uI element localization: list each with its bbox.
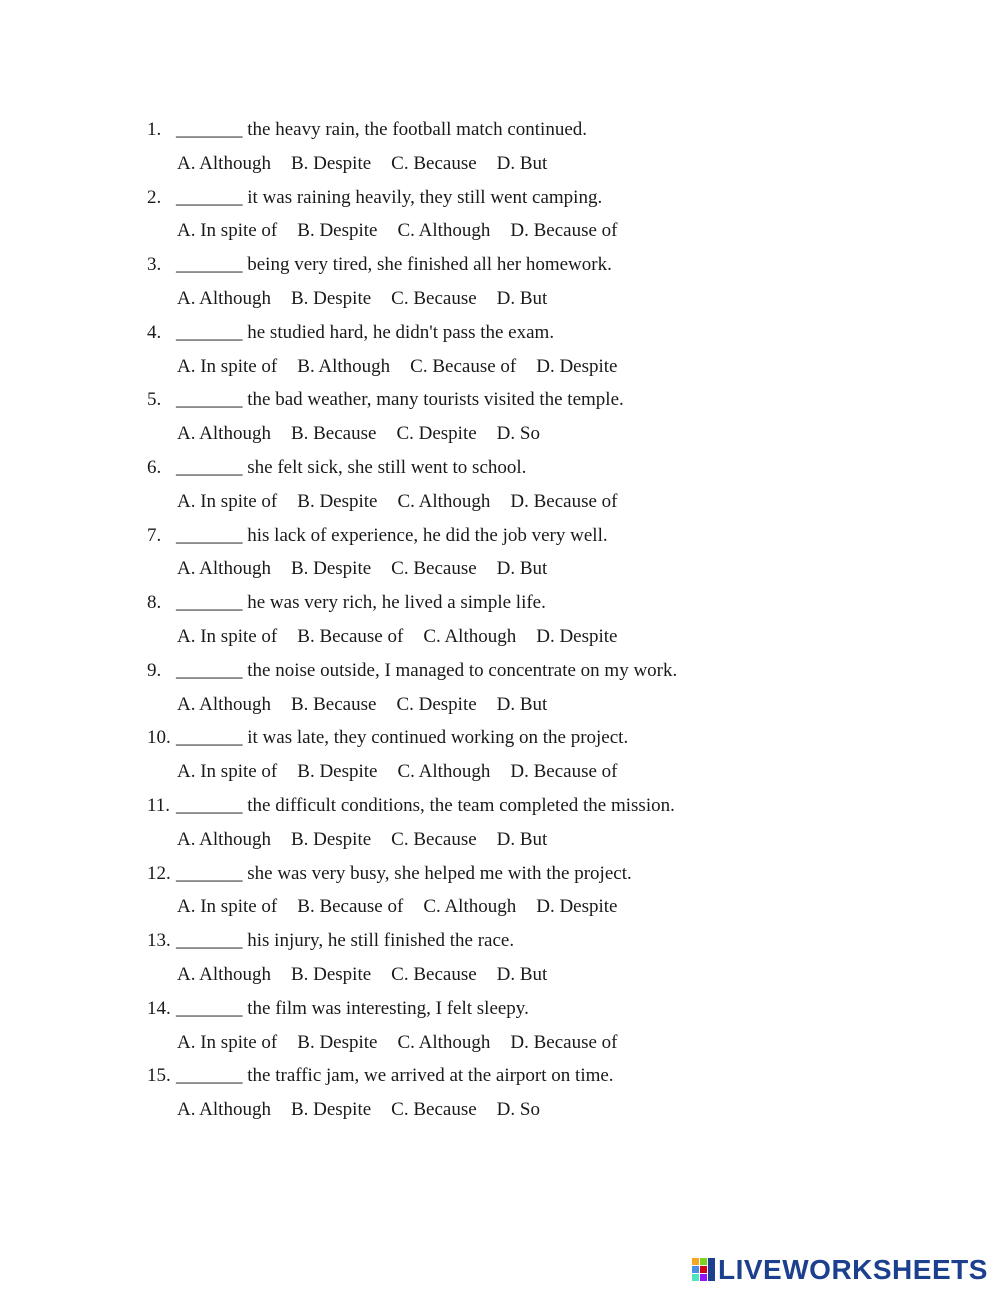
answer-option[interactable]: C. Because: [391, 287, 477, 309]
question-item: [0, 860, 1000, 928]
question-text: _______ his injury, he still finished the race.: [176, 930, 515, 952]
question-item: [0, 386, 1000, 454]
answer-option[interactable]: D. But: [496, 963, 548, 985]
question-number: 15.: [147, 1065, 171, 1087]
answer-option[interactable]: A. Although: [177, 152, 271, 174]
answer-option[interactable]: D. Despite: [536, 896, 618, 918]
answer-option[interactable]: A. Although: [177, 423, 271, 445]
answer-option[interactable]: B. Despite: [297, 490, 378, 512]
question-line: [0, 522, 1000, 556]
question-text: _______ the traffic jam, we arrived at the airport on time.: [176, 1065, 614, 1087]
answer-option[interactable]: C. Although: [397, 761, 491, 783]
answer-options: [177, 488, 638, 516]
question-line: [0, 860, 1000, 894]
answer-option[interactable]: D. But: [496, 287, 548, 309]
answer-option[interactable]: B. Because: [290, 423, 377, 445]
answer-option[interactable]: C. Despite: [396, 693, 477, 715]
answer-option[interactable]: B. Despite: [290, 558, 372, 580]
question-item: [0, 724, 1000, 792]
question-number: 7.: [147, 524, 162, 546]
liveworksheets-logo-icon: [692, 1258, 716, 1282]
options-line: [0, 758, 1000, 792]
options-line: [0, 150, 1000, 184]
answer-options: [177, 623, 638, 651]
answer-option[interactable]: D. Because of: [510, 490, 618, 512]
answer-options: [177, 758, 638, 786]
answer-option[interactable]: C. Although: [397, 220, 491, 242]
question-number: 13.: [147, 930, 171, 952]
question-line: [0, 657, 1000, 691]
question-text: _______ she felt sick, she still went to school.: [176, 456, 527, 478]
answer-option[interactable]: A. In spite of: [177, 490, 278, 512]
answer-option[interactable]: C. Because of: [410, 355, 517, 377]
question-text: _______ the noise outside, I managed to concentrate on my work.: [176, 659, 678, 681]
question-line: [0, 251, 1000, 285]
question-item: [0, 589, 1000, 657]
question-number: 12.: [147, 862, 171, 884]
question-item: [0, 184, 1000, 252]
question-text: _______ he was very rich, he lived a simple life.: [176, 592, 546, 614]
answer-option[interactable]: C. Despite: [396, 423, 477, 445]
answer-option[interactable]: A. Although: [177, 1099, 271, 1121]
question-number: 11.: [147, 794, 171, 816]
question-item: [0, 927, 1000, 995]
answer-option[interactable]: B. Because: [290, 693, 377, 715]
answer-option[interactable]: B. Despite: [290, 1099, 372, 1121]
options-line: [0, 893, 1000, 927]
answer-option[interactable]: D. But: [496, 828, 548, 850]
answer-option[interactable]: D. Because of: [510, 1031, 618, 1053]
answer-options: [177, 691, 567, 719]
answer-option[interactable]: B. Despite: [297, 1031, 378, 1053]
question-item: [0, 454, 1000, 522]
answer-option[interactable]: C. Although: [397, 1031, 491, 1053]
answer-option[interactable]: B. Despite: [290, 963, 372, 985]
question-item: [0, 251, 1000, 319]
options-line: [0, 1029, 1000, 1063]
question-text: _______ the bad weather, many tourists visited the temple.: [176, 389, 624, 411]
answer-option[interactable]: D. Despite: [536, 355, 618, 377]
options-line: [0, 353, 1000, 387]
question-number: 9.: [147, 659, 162, 681]
answer-options: [177, 1029, 638, 1057]
answer-option[interactable]: B. Despite: [297, 220, 378, 242]
answer-option[interactable]: C. Because: [391, 152, 477, 174]
answer-option[interactable]: C. Because: [391, 963, 477, 985]
answer-options: [177, 285, 567, 313]
options-line: [0, 488, 1000, 522]
answer-option[interactable]: B. Despite: [290, 152, 372, 174]
answer-options: [177, 217, 638, 245]
question-item: [0, 522, 1000, 590]
question-line: [0, 454, 1000, 488]
question-text: _______ being very tired, she finished all her homework.: [176, 254, 612, 276]
answer-option[interactable]: A. In spite of: [177, 220, 278, 242]
question-text: _______ the difficult conditions, the team completed the mission.: [176, 794, 675, 816]
question-line: [0, 724, 1000, 758]
answer-option[interactable]: C. Although: [397, 490, 491, 512]
answer-options: [177, 1096, 560, 1124]
answer-option[interactable]: A. Although: [177, 693, 271, 715]
answer-option[interactable]: B. Although: [297, 355, 391, 377]
answer-option[interactable]: D. Because of: [510, 761, 618, 783]
answer-option[interactable]: A. In spite of: [177, 625, 278, 647]
answer-option[interactable]: C. Although: [423, 896, 517, 918]
answer-option[interactable]: D. But: [496, 693, 548, 715]
question-number: 8.: [147, 592, 162, 614]
answer-options: [177, 150, 567, 178]
options-line: [0, 285, 1000, 319]
question-number: 6.: [147, 456, 162, 478]
answer-option[interactable]: A. Although: [177, 828, 271, 850]
question-line: [0, 1062, 1000, 1096]
options-line: [0, 1096, 1000, 1130]
options-line: [0, 691, 1000, 725]
answer-option[interactable]: D. So: [496, 423, 540, 445]
answer-option[interactable]: D. But: [496, 558, 548, 580]
answer-option[interactable]: B. Despite: [297, 761, 378, 783]
question-number: 2.: [147, 186, 162, 208]
liveworksheets-branding[interactable]: [692, 1256, 988, 1284]
answer-option[interactable]: A. Although: [177, 558, 271, 580]
answer-option[interactable]: C. Because: [391, 558, 477, 580]
question-line: [0, 116, 1000, 150]
answer-option[interactable]: A. Although: [177, 287, 271, 309]
question-line: [0, 386, 1000, 420]
question-text: _______ she was very busy, she helped me with the project.: [176, 862, 632, 884]
question-number: 1.: [147, 119, 162, 140]
answer-option[interactable]: D. Despite: [536, 625, 618, 647]
question-line: [0, 792, 1000, 826]
question-number: 5.: [147, 389, 162, 411]
answer-option[interactable]: B. Despite: [290, 828, 372, 850]
answer-option[interactable]: A. Although: [177, 963, 271, 985]
question-item: [0, 319, 1000, 387]
answer-option[interactable]: D. Because of: [510, 220, 618, 242]
options-line: [0, 961, 1000, 995]
answer-option[interactable]: B. Because of: [297, 625, 404, 647]
question-item: [0, 116, 1000, 184]
question-text: _______ his lack of experience, he did the job very well.: [176, 524, 608, 546]
question-line: [0, 589, 1000, 623]
question-item: [0, 995, 1000, 1063]
question-item: [0, 792, 1000, 860]
options-line: [0, 826, 1000, 860]
question-number: 10.: [147, 727, 171, 749]
answer-option[interactable]: A. In spite of: [177, 896, 278, 918]
question-number: 3.: [147, 254, 162, 276]
brand-name: LIVEWORKSHEETS: [718, 1254, 988, 1285]
answer-option[interactable]: B. Despite: [290, 287, 372, 309]
options-line: [0, 420, 1000, 454]
question-item: [0, 657, 1000, 725]
options-line: [0, 217, 1000, 251]
answer-option[interactable]: C. Although: [423, 625, 517, 647]
answer-option[interactable]: A. In spite of: [177, 761, 278, 783]
question-line: [0, 927, 1000, 961]
answer-options: [177, 555, 567, 583]
answer-option[interactable]: C. Because: [391, 1099, 477, 1121]
question-line: [0, 319, 1000, 353]
options-line: [0, 623, 1000, 657]
question-list: [0, 116, 1000, 1130]
answer-options: [177, 893, 638, 921]
question-text: _______ the film was interesting, I felt sleepy.: [176, 997, 529, 1019]
answer-option[interactable]: D. But: [496, 152, 548, 174]
question-line: [0, 184, 1000, 218]
question-text: _______ the heavy rain, the football match continued.: [176, 119, 588, 140]
question-text: _______ he studied hard, he didn't pass the exam.: [176, 321, 555, 343]
worksheet: [0, 116, 1000, 1130]
question-item: [0, 1062, 1000, 1130]
answer-options: [177, 961, 567, 989]
answer-option[interactable]: A. In spite of: [177, 355, 278, 377]
question-number: 14.: [147, 997, 171, 1019]
answer-options: [177, 826, 567, 854]
answer-options: [177, 353, 638, 381]
options-line: [0, 555, 1000, 589]
question-text: _______ it was raining heavily, they still went camping.: [176, 186, 603, 208]
question-line: [0, 995, 1000, 1029]
answer-option[interactable]: C. Because: [391, 828, 477, 850]
question-number: 4.: [147, 321, 162, 343]
answer-option[interactable]: B. Because of: [297, 896, 404, 918]
answer-options: [177, 420, 560, 448]
question-text: _______ it was late, they continued working on the project.: [176, 727, 629, 749]
answer-option[interactable]: A. In spite of: [177, 1031, 278, 1053]
answer-option[interactable]: D. So: [496, 1099, 540, 1121]
